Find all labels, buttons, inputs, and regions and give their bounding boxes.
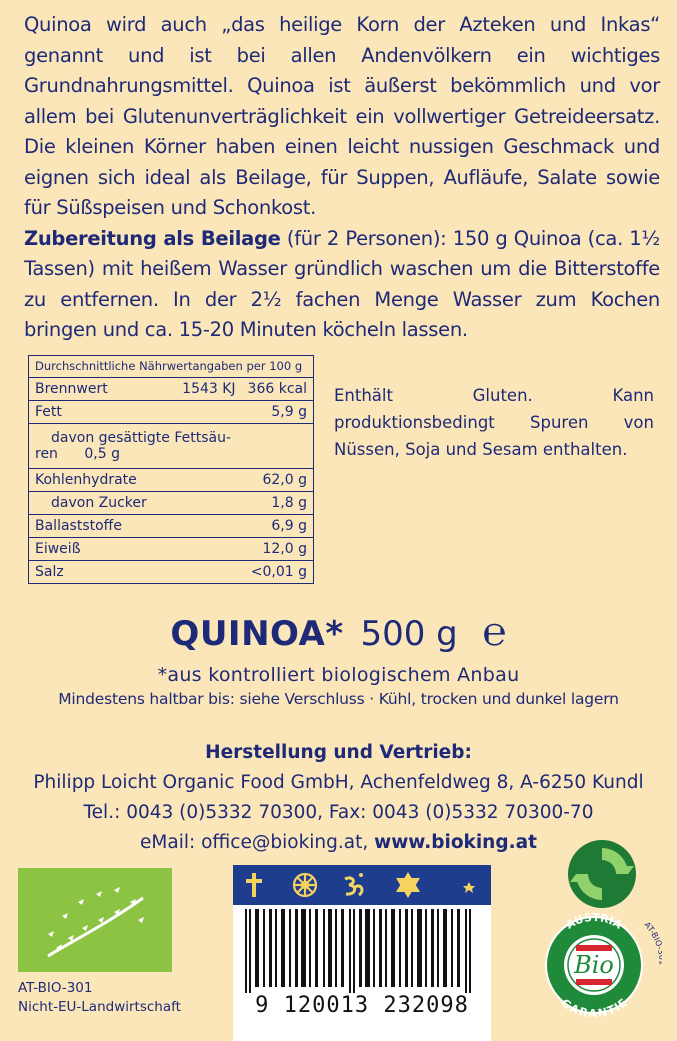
religious-symbols-band xyxy=(233,865,491,905)
eu-control-code: AT-BIO-301 xyxy=(18,980,93,996)
protein-label: Eiweiß xyxy=(35,541,81,557)
manufacturer-header: Herstellung und Vertrieb: xyxy=(205,742,472,763)
green-dot-svg xyxy=(566,838,638,910)
austria-bio-garantie-seal xyxy=(532,905,662,1029)
saturated-fat-value: 0,5 g xyxy=(84,446,120,462)
manufacturer-address: Philipp Loicht Organic Food GmbH, Achenfeldweg 8, A-6250 Kundl xyxy=(33,772,644,793)
carbs-label: Kohlenhydrate xyxy=(35,472,137,488)
intro-paragraph: Quinoa wird auch „das heilige Korn der Azteken und Inkas“ genannt und ist bei allen Andenvölkern ein wichtiges Grundnahrungsmittel. Quinoa ist äußerst bekömmlich und vor allem bei Glutenunverträglichkeit ein vollwertiger Getreideersatz. Die kleinen Körner haben einen leicht nussigen Geschmack und eignen sich ideal als Beilage, für Suppen, Aufläufe, Salate sowie für Süßspeisen und Schonkost. xyxy=(24,13,660,219)
nutrition-row-energy xyxy=(29,378,313,401)
eu-origin: Nicht-EU-Landwirtschaft xyxy=(18,999,181,1015)
storage-note: Mindestens haltbar bis: siehe Verschluss · Kühl, trocken und dunkel lagern xyxy=(58,690,619,708)
barcode xyxy=(233,905,491,1041)
nutrition-table xyxy=(28,355,314,584)
nutrition-row-protein xyxy=(29,538,313,561)
description-text xyxy=(24,10,660,346)
eu-logo-caption xyxy=(18,979,181,1017)
nutrition-row-sugar xyxy=(29,492,313,515)
nutrition-row-salt xyxy=(29,561,313,583)
seal-bottom-text: GARANTIE xyxy=(558,996,630,1021)
preparation-text: (für 2 Personen): 150 g Quinoa (ca. 1½ Tassen) mit heißem Wasser gründlich waschen um die Bitterstoffe zu entfernen. In der 2½ fachen Menge Wasser zum Kochen bringen und ca. 15-20 Minuten köcheln lassen. xyxy=(24,226,661,341)
saturated-fat-label-cont: ren xyxy=(35,446,58,462)
manufacturer-email: eMail: office@bioking.at, xyxy=(140,832,375,853)
preparation-title: Zubereitung als Beilage xyxy=(24,226,281,250)
salt-value: <0,01 g xyxy=(250,564,307,580)
barcode-bars-icon xyxy=(233,905,491,993)
preparation-paragraph xyxy=(24,224,660,346)
fiber-value: 6,9 g xyxy=(271,518,307,534)
estimated-sign-icon: ℮ xyxy=(482,609,507,655)
protein-value: 12,0 g xyxy=(262,541,307,557)
austria-seal-svg xyxy=(532,905,662,1025)
green-dot-recycling-icon xyxy=(566,838,638,914)
saturated-fat-label: davon gesättigte Fettsäu- xyxy=(51,430,231,446)
seal-top-text: AUSTRIA xyxy=(563,910,625,932)
nutrition-row-fat xyxy=(29,401,313,424)
nutrition-row-fiber xyxy=(29,515,313,538)
eu-organic-logo-icon xyxy=(18,868,172,972)
saturated-fat-line2 xyxy=(35,446,120,462)
bio-note: *aus kontrolliert biologischem Anbau xyxy=(157,664,520,686)
carbs-value: 62,0 g xyxy=(262,472,307,488)
sugar-value: 1,8 g xyxy=(271,495,307,511)
star-of-david-icon xyxy=(396,872,420,898)
energy-kj: 1543 KJ xyxy=(182,381,236,397)
nutrition-row-carbs xyxy=(29,469,313,492)
manufacturer-website[interactable]: www.bioking.at xyxy=(374,832,537,853)
om-icon xyxy=(345,873,363,895)
fat-label: Fett xyxy=(35,404,62,420)
nutrition-header: Durchschnittliche Nährwertangaben per 100 g xyxy=(29,356,313,378)
product-block xyxy=(0,609,677,708)
nutrition-row-saturated-fat xyxy=(29,424,313,469)
energy-label: Brennwert xyxy=(35,381,108,397)
energy-kcal: 366 kcal xyxy=(247,381,307,397)
product-weight: 500 g xyxy=(360,614,458,654)
salt-label: Salz xyxy=(35,564,64,580)
crescent-star-icon xyxy=(449,873,475,897)
product-title-line xyxy=(0,609,677,655)
seal-code-text: AT-BI xyxy=(642,920,662,942)
sugar-label: davon Zucker xyxy=(51,495,147,511)
product-name: QUINOA* xyxy=(170,614,344,654)
cross-icon xyxy=(246,873,262,897)
eu-leaf-stars-icon xyxy=(18,868,172,972)
fat-value: 5,9 g xyxy=(271,404,307,420)
seal-center-text: Bio xyxy=(574,951,614,979)
dharma-wheel-icon xyxy=(294,874,316,896)
symbols-strip xyxy=(233,865,491,905)
fiber-label: Ballaststoffe xyxy=(35,518,122,534)
allergen-notice: Enthält Gluten. Kann produktionsbedingt Spuren von Nüssen, Soja und Sesam enthalten. xyxy=(334,386,654,459)
barcode-number: 9 120013 232098 xyxy=(255,993,469,1018)
energy-values xyxy=(182,381,307,397)
manufacturer-phone: Tel.: 0043 (0)5332 70300, Fax: 0043 (0)5332 70300-70 xyxy=(83,802,594,823)
